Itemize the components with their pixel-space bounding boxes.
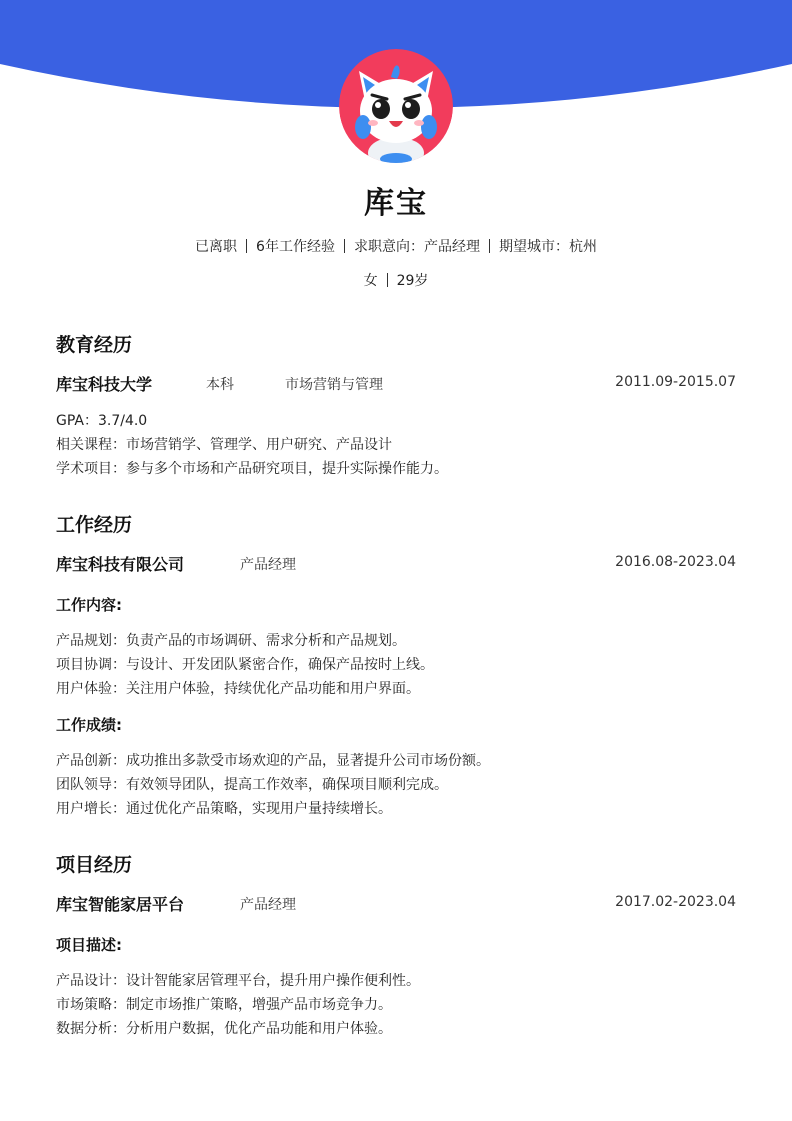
education-detail: GPA：3.7/4.0 [56, 413, 148, 429]
work-content-item: 项目协调：与设计、开发团队紧密合作，确保产品按时上线。 [56, 657, 434, 673]
education-degree: 本科 [206, 377, 234, 393]
work-content-item: 产品规划：负责产品的市场调研、需求分析和产品规划。 [56, 633, 406, 649]
profile-name: 库宝 [364, 186, 428, 221]
education-date: 2011.09-2015.07 [615, 374, 736, 390]
education-school: 库宝科技大学 [56, 375, 153, 394]
profile-info-line [0, 236, 792, 256]
divider [344, 239, 345, 253]
profile-status: 已离职 [195, 239, 238, 255]
work-achievement-item: 团队领导：有效领导团队，提高工作效率，确保项目顺利完成。 [56, 777, 448, 793]
work-content-item: 用户体验：关注用户体验，持续优化产品功能和用户界面。 [56, 681, 420, 697]
work-content-title: 工作内容: [56, 596, 122, 614]
project-name: 库宝智能家居平台 [56, 895, 185, 914]
project-row [56, 892, 736, 916]
divider [489, 239, 490, 253]
project-date: 2017.02-2023.04 [615, 894, 736, 910]
profile-personal-line [0, 270, 792, 290]
project-desc-item: 市场策略：制定市场推广策略，增强产品市场竞争力。 [56, 997, 392, 1013]
education-section-title: 教育经历 [56, 334, 133, 356]
divider [246, 239, 247, 253]
profile-city: 期望城市：杭州 [498, 239, 597, 255]
education-major: 市场营销与管理 [285, 377, 383, 393]
project-role: 产品经理 [240, 897, 296, 913]
work-achievement-item: 产品创新：成功推出多款受市场欢迎的产品，显著提升公司市场份额。 [56, 753, 490, 769]
work-company: 库宝科技有限公司 [56, 555, 185, 574]
work-achievement-item: 用户增长：通过优化产品策略，实现用户量持续增长。 [56, 801, 392, 817]
work-date: 2016.08-2023.04 [615, 554, 736, 570]
divider [387, 273, 388, 287]
work-achievements-title: 工作成绩: [56, 716, 122, 734]
project-desc-item: 数据分析：分析用户数据，优化产品功能和用户体验。 [56, 1021, 392, 1037]
profile-age: 29岁 [396, 273, 429, 289]
education-detail: 相关课程：市场营销学、管理学、用户研究、产品设计 [56, 437, 392, 453]
project-desc-item: 产品设计：设计智能家居管理平台，提升用户操作便利性。 [56, 973, 420, 989]
project-desc-title: 项目描述: [56, 936, 122, 954]
profile-experience: 6年工作经验 [256, 239, 335, 255]
work-position: 产品经理 [240, 557, 296, 573]
profile-job-intent: 求职意向：产品经理 [353, 239, 480, 255]
education-detail: 学术项目：参与多个市场和产品研究项目，提升实际操作能力。 [56, 461, 448, 477]
work-section-title: 工作经历 [56, 514, 133, 536]
project-section-title: 项目经历 [56, 854, 133, 876]
profile-gender: 女 [363, 273, 378, 289]
cat-mascot-icon [339, 49, 453, 163]
work-row [56, 552, 736, 576]
avatar [339, 49, 453, 163]
education-row [56, 372, 736, 396]
